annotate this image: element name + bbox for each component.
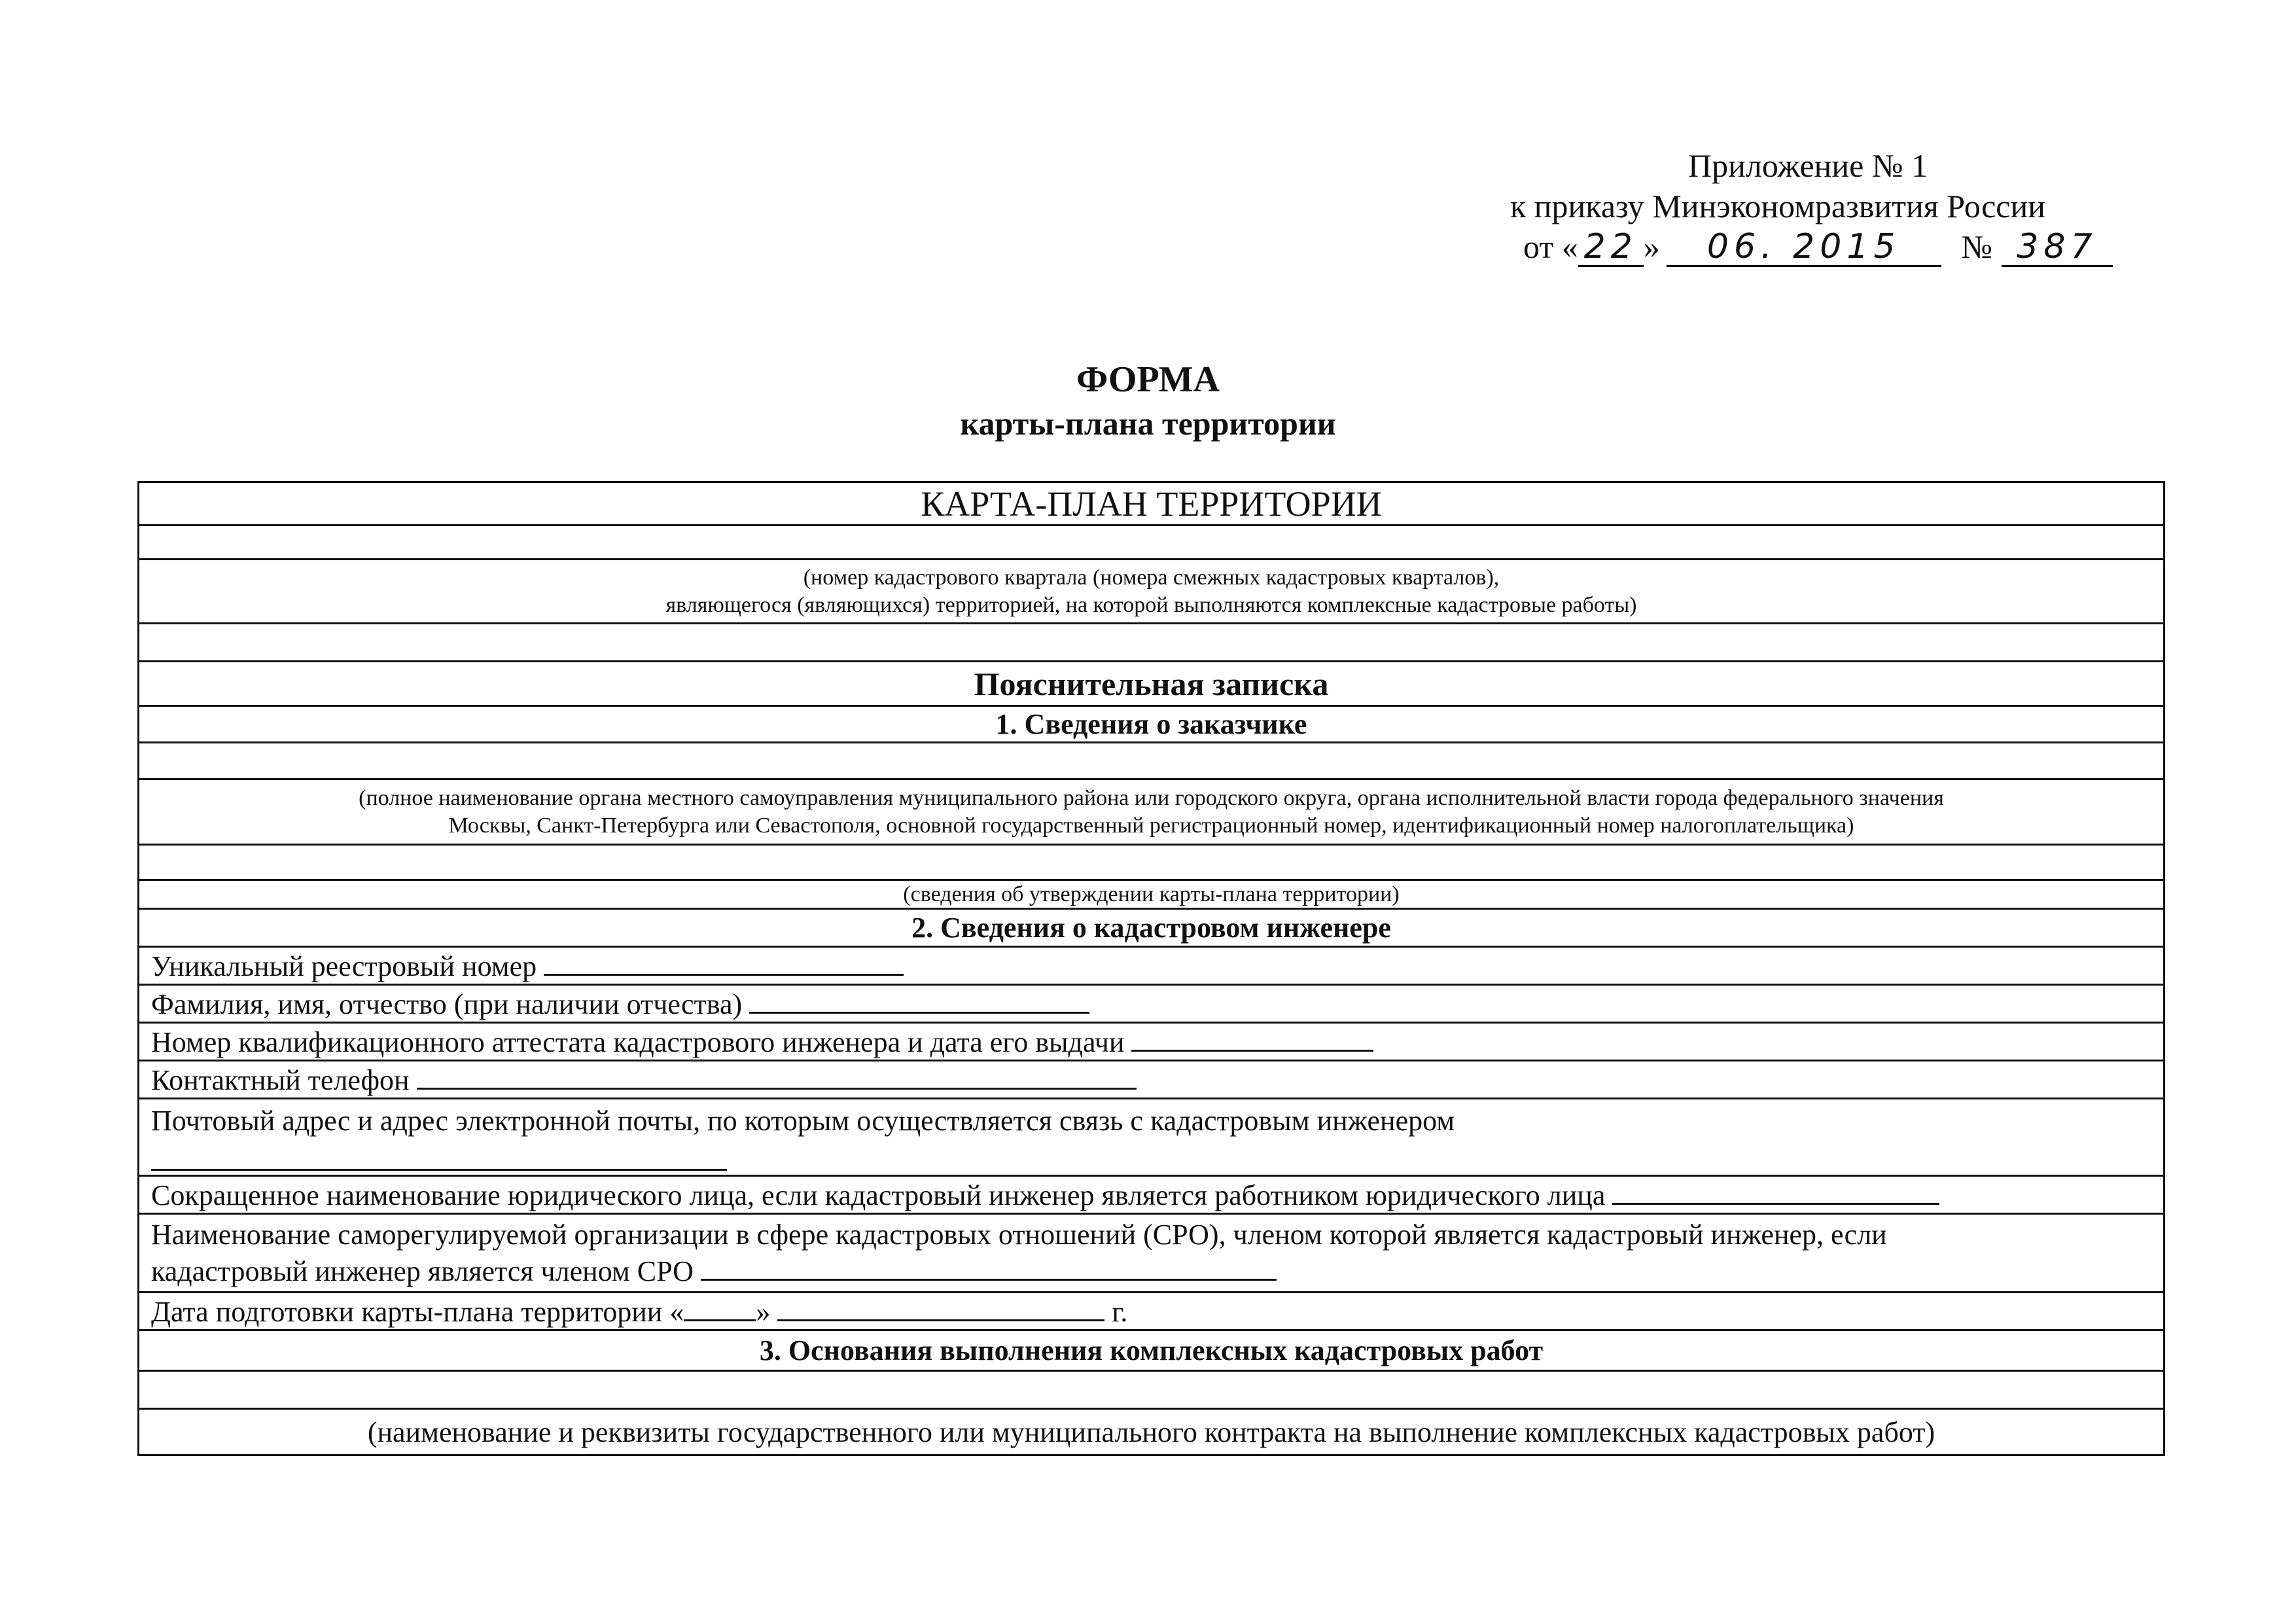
address-row: [139, 1099, 2163, 1177]
legal-entity-row: [139, 1177, 2163, 1215]
quarter-note-line-2: являющегося (являющихся) территорией, на которой выполняются комплексные кадастровые работы): [665, 592, 1637, 617]
date-month-year: 06. 2015: [1667, 228, 1941, 267]
section-3-heading: 3. Основания выполнения комплексных кадастровых работ: [139, 1331, 2163, 1372]
approval-note: (сведения об утверждении карты-плана территории): [139, 881, 2163, 910]
prep-date-year: г.: [1112, 1295, 1128, 1328]
certificate-label: Номер квалификационного аттестата кадастрового инженера и дата его выдачи: [151, 1026, 1125, 1058]
registry-number-row: [139, 948, 2163, 986]
certificate-field[interactable]: [1131, 1024, 1373, 1052]
full-name-row: [139, 986, 2163, 1024]
customer-field[interactable]: [139, 743, 2163, 780]
registry-number-field[interactable]: [544, 948, 904, 976]
form-heading: КАРТА-ПЛАН ТЕРРИТОРИИ: [139, 483, 2163, 526]
prep-date-row: [139, 1293, 2163, 1331]
phone-row: [139, 1061, 2163, 1099]
address-label: Почтовый адрес и адрес электронной почты, по которым осуществляется связь с кадастровым инженером: [151, 1105, 1455, 1137]
order-date-line: [1472, 226, 2159, 272]
contract-note: (наименование и реквизиты государственного или муниципального контракта на выполнение комплексных кадастровых работ): [367, 1416, 1935, 1448]
appendix-number: Приложение № 1: [1688, 147, 1928, 184]
explanatory-note-heading: Пояснительная записка: [139, 662, 2163, 707]
quarter-number-field[interactable]: [139, 526, 2163, 560]
appendix-block: [1472, 145, 2159, 272]
order-reference: к приказу Минэкономразвития России: [1510, 188, 2045, 224]
registry-number-label: Уникальный реестровый номер: [151, 950, 537, 982]
full-name-label: Фамилия, имя, отчество (при наличии отчества): [151, 988, 743, 1020]
approval-field[interactable]: [139, 846, 2163, 881]
phone-field[interactable]: [417, 1061, 1137, 1090]
sro-row: [139, 1215, 2163, 1293]
customer-note: [139, 780, 2163, 846]
sro-label-line-1: Наименование саморегулируемой организации в сфере кадастровых отношений (СРО), членом которой является кадастровый инженер, если: [151, 1218, 1887, 1251]
number-label: №: [1961, 228, 1992, 265]
prep-date-day-field[interactable]: [684, 1293, 756, 1321]
quarter-note: [139, 560, 2163, 624]
date-day: 22: [1578, 228, 1644, 267]
full-name-field[interactable]: [749, 986, 1089, 1014]
sro-field[interactable]: [701, 1253, 1277, 1281]
section-1-heading: 1. Сведения о заказчике: [139, 707, 2163, 743]
date-mid: »: [1643, 228, 1660, 265]
phone-label: Контактный телефон: [151, 1063, 410, 1096]
customer-note-line-1: (полное наименование органа местного самоуправления муниципального района или городского округа, органа исполнительной власти города федерального значения: [359, 785, 1944, 810]
form-title: ФОРМА: [1076, 359, 1220, 400]
legal-entity-label: Сокращенное наименование юридического лица, если кадастровый инженер является работником юридического лица: [151, 1179, 1606, 1211]
legal-entity-field[interactable]: [1612, 1177, 1939, 1205]
contract-field[interactable]: [139, 1372, 2163, 1410]
prep-date-month-field[interactable]: [777, 1293, 1104, 1321]
section-2-heading: 2. Сведения о кадастровом инженере: [139, 910, 2163, 948]
blank-row: [139, 624, 2163, 662]
form-subtitle: карты-плана территории: [960, 405, 1336, 442]
quarter-note-line-1: (номер кадастрового квартала (номера смежных кадастровых кварталов),: [803, 565, 1500, 590]
prep-date-label: Дата подготовки карты-плана территории «: [151, 1295, 684, 1328]
sro-label-line-2: кадастровый инженер является членом СРО: [151, 1255, 694, 1287]
date-prefix: от «: [1523, 228, 1578, 265]
address-field[interactable]: [151, 1139, 727, 1171]
certificate-row: [139, 1024, 2163, 1061]
form-table: [137, 481, 2165, 1456]
order-number: 387: [2002, 228, 2113, 267]
prep-date-mid: »: [756, 1295, 771, 1328]
customer-note-line-2: Москвы, Санкт-Петербурга или Севастополя, основной государственный регистрационный номер, идентификационный номер налогоплательщика): [448, 813, 1854, 838]
